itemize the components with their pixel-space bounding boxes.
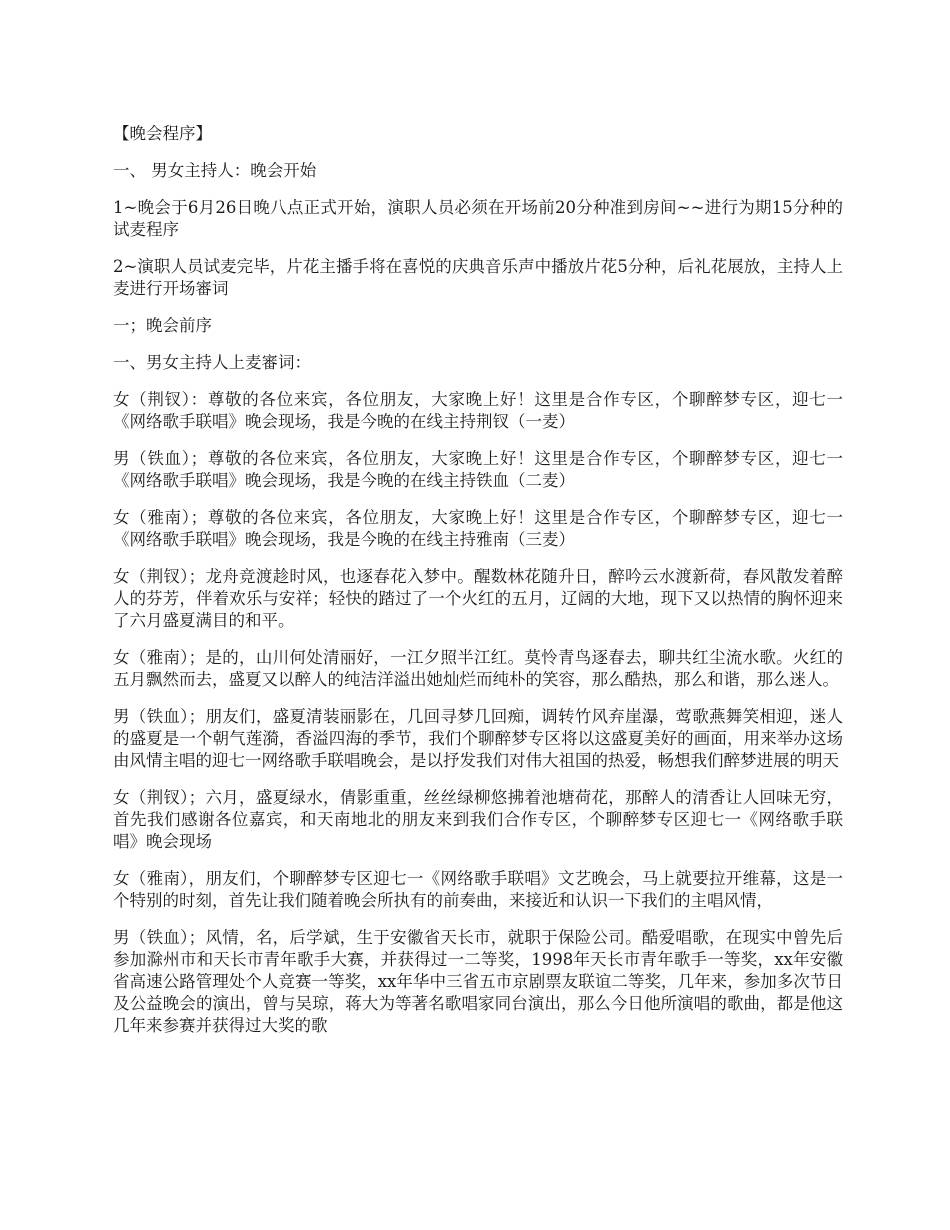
paragraph: 男（铁血）；风情，名，后学斌，生于安徽省天长市，就职于保险公司。酷爱唱歌，在现实中曾先后参加滁州市和天长市青年歌手大赛，并获得过一二等奖，1998年天长市青年歌手一等奖，xx年安徽省高速公路管理处个人竞赛一等奖，xx年华中三省五市京剧票友联谊二等奖，几年来，参加多次节日及公益晚会的演出，曾与吴琼，蒋大为等著名歌唱家同台演出，那么今日他所演唱的歌曲，都是他这几年来参赛并获得过大奖的歌 [113,928,843,1035]
paragraph: 男（铁血）；尊敬的各位来宾，各位朋友，大家晚上好！这里是合作专区，个聊醉梦专区，迎七一《网络歌手联唱》晚会现场，我是今晚的在线主持铁血（二麦） [113,449,843,490]
paragraph: 2~演职人员试麦完毕，片花主播手将在喜悦的庆典音乐声中播放片花5分种，后礼花展放，主持人上麦进行开场審词 [113,257,843,298]
paragraph: 女（雅南）；是的，山川何处清丽好，一江夕照半江红。莫怜青鸟逐春去，聊共红尘流水歌。火红的五月飘然而去，盛夏又以醉人的纯洁洋溢出她灿烂而纯朴的笑容，那么酷热，那么和谐，那么迷人。 [113,648,843,689]
paragraph: 一；晚会前序 [113,316,212,335]
paragraph: 女（雅南）；尊敬的各位来宾，各位朋友，大家晚上好！这里是合作专区，个聊醉梦专区，迎七一《网络歌手联唱》晚会现场，我是今晚的在线主持雅南（三麦） [113,508,843,549]
paragraph: 女（荆钗）；龙舟竞渡趁时风，也逐春花入梦中。醒数林花随升日，醉吟云水渡新荷，春风散发着醉人的芬芳，伴着欢乐与安祥；轻快的踏过了一个火红的五月，辽阔的大地，现下又以热情的胸怀迎来了六月盛夏满目的和平。 [113,567,843,630]
paragraph: 女（荆钗）；六月，盛夏绿水，倩影重重，丝丝绿柳悠拂着池塘荷花，那醉人的清香让人回味无穷，首先我们感谢各位嘉宾，和天南地北的朋友来到我们合作专区，个聊醉梦专区迎七一《网络歌手联唱》晚会现场 [113,788,843,851]
paragraph: 女（荆钗）：尊敬的各位来宾，各位朋友，大家晚上好！这里是合作专区，个聊醉梦专区，迎七一《网络歌手联唱》晚会现场，我是今晚的在线主持荆钗（一麦） [113,390,843,431]
paragraph: 一、 男女主持人：晚会开始 [113,161,317,180]
paragraph: 一、男女主持人上麦審词： [113,353,311,372]
paragraph: 1~晚会于6月26日晚八点正式开始，演职人员必须在开场前20分种准到房间~~进行为期15分种的试麦程序 [113,198,843,239]
section-heading: 【晚会程序】 [113,124,212,143]
paragraph: 男（铁血）；朋友们，盛夏清装丽影在，几回寻梦几回痴，调转竹风弃崖瀑，莺歌燕舞笑相迎，迷人的盛夏是一个朝气莲漪，香溢四海的季节，我们个聊醉梦专区将以这盛夏美好的画面，用来举办这场由风情主唱的迎七一网络歌手联唱晚会，是以抒发我们对伟大祖国的热爱，畅想我们醉梦进展的明天 [113,707,843,770]
paragraph: 女（雅南），朋友们，个聊醉梦专区迎七一《网络歌手联唱》文艺晚会，马上就要拉开维幕，这是一个特别的时刻，首先让我们随着晚会所执有的前奏曲，来接近和认识一下我们的主唱风情， [113,869,843,910]
document-body [113,123,843,1052]
